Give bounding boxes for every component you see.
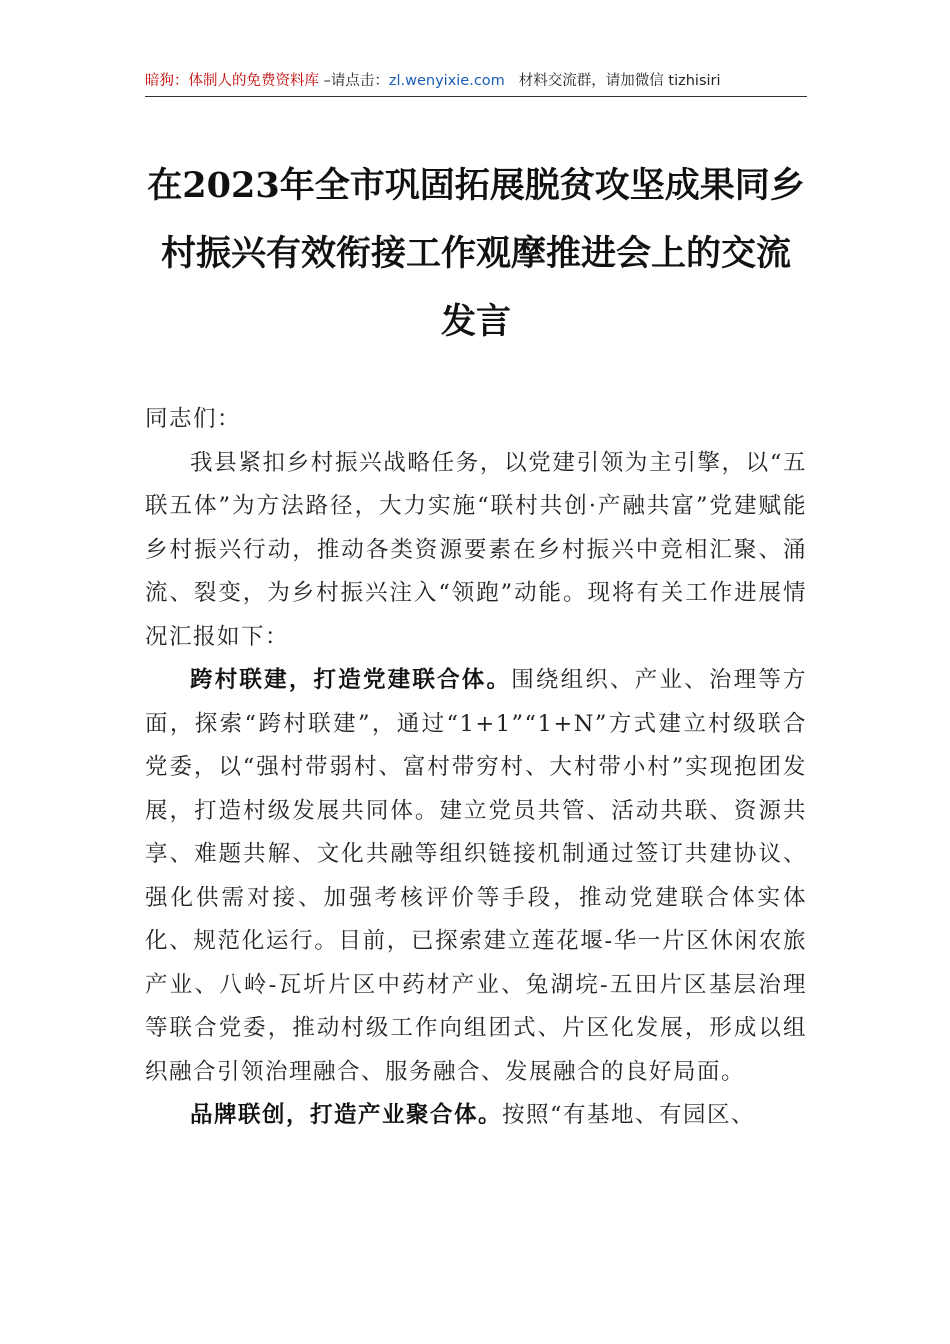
document-body	[145, 398, 807, 1138]
paragraph-cross-village	[145, 659, 807, 1094]
paragraph-text: 围绕组织、产业、治理等方面，探索“跨村联建”，通过“1+1”“1+N”方式建立村级联合党委，以“强村带弱村、富村带穷村、大村带小村”实现抱团发展，打造村级发展共同体。建立党员共管、活动共联、资源共享、难题共解、文化共融等组织链接机制通过签订共建协议、强化供需对接、加强考核评价等手段，推动党建联合体实体化、规范化运行。目前，已探索建立莲花堰-华一片区休闲农旅产业、八岭-瓦圻片区中药材产业、兔湖垸-五田片区基层治理等联合党委，推动村级工作向组团式、片区化发展，形成以组织融合引领治理融合、服务融合、发展融合的良好局面。	[145, 667, 807, 1085]
header-link[interactable]: zl.wenyixie.com	[388, 73, 505, 89]
salutation: 同志们：	[145, 406, 242, 432]
paragraph-brand	[145, 1094, 807, 1138]
paragraph-text: 我县紧扣乡村振兴战略任务，以党建引领为主引擎，以“五联五体”为方法路径，大力实施“联村共创·产融共富”党建赋能乡村振兴行动，推动各类资源要素在乡村振兴中竞相汇聚、涌流、裂变，为乡村振兴注入“领跑”动能。现将有关工作进展情况汇报如下：	[145, 449, 807, 650]
header-brand: 暗狗：体制人的免费资料库	[145, 73, 319, 89]
document-title: 在2023年全市巩固拓展脱贫攻坚成果同乡村振兴有效衔接工作观摩推进会上的交流发言	[147, 165, 805, 342]
page-header	[145, 66, 807, 97]
paragraph-lead: 跨村联建，打造党建联合体。	[190, 667, 512, 693]
paragraph-text: 按照“有基地、有园区、	[502, 1102, 756, 1128]
header-dash: –	[319, 73, 331, 89]
paragraph-intro	[145, 442, 807, 660]
header-prompt: 请点击：	[330, 73, 389, 89]
header-note: 材料交流群，请加微信 tizhisiri	[518, 73, 721, 89]
paragraph-lead: 品牌联创，打造产业聚合体。	[190, 1102, 503, 1128]
